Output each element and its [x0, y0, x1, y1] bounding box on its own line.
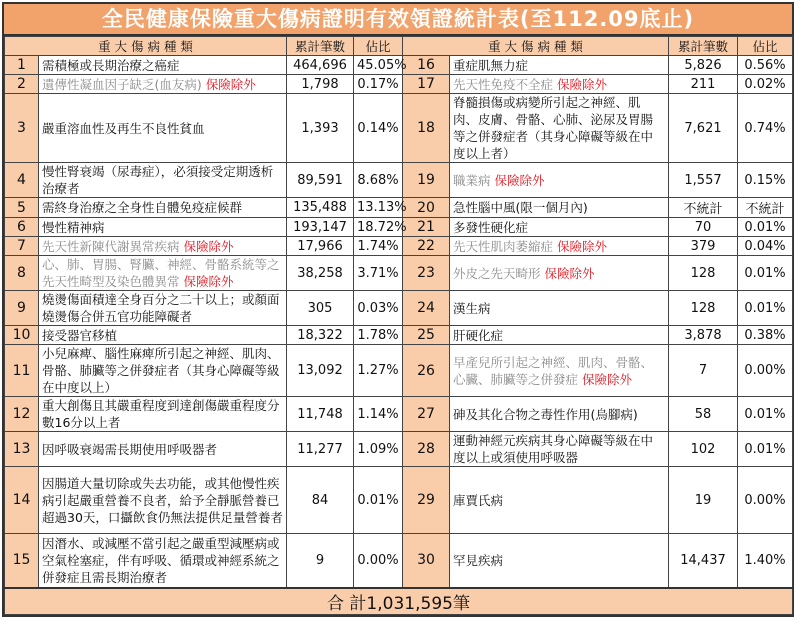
- item-count: 1,798: [287, 75, 354, 94]
- item-count: 不統計: [669, 198, 738, 218]
- table-row: [5, 75, 793, 94]
- item-ratio: 18.72%: [354, 218, 403, 237]
- header-category-right: 重 大 傷 病 種 類: [403, 37, 669, 56]
- total-label: 合 計1,031,595筆: [5, 588, 793, 615]
- item-count: 211: [669, 75, 738, 94]
- item-name-cell: [450, 291, 669, 326]
- item-number: 28: [403, 432, 450, 467]
- item-count: 305: [287, 291, 354, 326]
- item-name-cell: [39, 198, 287, 218]
- header-count-right: 累計筆數: [669, 37, 738, 56]
- item-name: 庫賈氏病: [453, 492, 504, 508]
- item-number: 11: [5, 345, 39, 397]
- item-number: 6: [5, 218, 39, 237]
- item-ratio: 1.74%: [354, 237, 403, 256]
- item-ratio: 45.05%: [354, 56, 403, 75]
- item-number: 2: [5, 75, 39, 94]
- item-ratio: 3.71%: [354, 256, 403, 291]
- item-name-cell: [450, 432, 669, 467]
- item-number: 9: [5, 291, 39, 326]
- item-number: 5: [5, 198, 39, 218]
- item-name-cell: [450, 345, 669, 397]
- item-ratio: 0.03%: [354, 291, 403, 326]
- item-ratio: 1.40%: [738, 534, 793, 588]
- item-count: 102: [669, 432, 738, 467]
- item-ratio: 0.01%: [738, 218, 793, 237]
- item-ratio: 0.17%: [354, 75, 403, 94]
- table-row: [5, 291, 793, 326]
- page-title: 全民健康保險重大傷病證明有效領證統計表(至112.09底止): [4, 4, 792, 36]
- item-ratio: 1.09%: [354, 432, 403, 467]
- item-name-cell: [39, 237, 287, 256]
- item-name: 運動神經元疾病其身心障礙等級在中度以上或須使用呼吸器: [453, 433, 654, 465]
- item-name: 燒燙傷面積達全身百分之二十以上；或顏面燒燙傷合併五官功能障礙者: [42, 292, 280, 324]
- item-ratio: 不統計: [738, 198, 793, 218]
- insurance-excluded-note: 保險除外: [544, 265, 595, 281]
- item-ratio: 1.78%: [354, 326, 403, 345]
- item-number: 8: [5, 256, 39, 291]
- item-number: 16: [403, 56, 450, 75]
- insurance-excluded-note: 保險除外: [205, 76, 256, 92]
- table-row: [5, 534, 793, 588]
- item-name: 外皮之先天畸形: [453, 265, 541, 281]
- item-count: 7: [669, 345, 738, 397]
- item-ratio: 0.02%: [738, 75, 793, 94]
- item-ratio: 1.27%: [354, 345, 403, 397]
- item-number: 21: [403, 218, 450, 237]
- item-count: 19: [669, 467, 738, 534]
- item-ratio: 0.01%: [738, 291, 793, 326]
- item-name: 因潛水、或減壓不當引起之嚴重型減壓病或空氣栓塞症，伴有呼吸、循環或神經系統之併發症且需長期治療者: [42, 535, 280, 585]
- table-row: [5, 397, 793, 432]
- item-name-cell: [39, 256, 287, 291]
- item-ratio: 0.14%: [354, 94, 403, 163]
- insurance-excluded-note: 保險除外: [494, 172, 545, 188]
- item-number: 12: [5, 397, 39, 432]
- item-number: 30: [403, 534, 450, 588]
- item-number: 20: [403, 198, 450, 218]
- item-name: 砷及其化合物之毒性作用(烏腳病): [453, 406, 638, 422]
- item-number: 25: [403, 326, 450, 345]
- header-ratio: 佔比: [354, 37, 403, 56]
- item-name-cell: [39, 163, 287, 198]
- item-name-cell: [39, 291, 287, 326]
- item-name: 遺傳性凝血因子缺乏(血友病): [42, 76, 202, 92]
- item-number: 17: [403, 75, 450, 94]
- item-name: 心、肺、胃腸、腎臟、神經、骨骼系統等之先天性畸型及染色體異常: [42, 257, 280, 289]
- item-number: 18: [403, 94, 450, 163]
- item-name-cell: [39, 397, 287, 432]
- item-count: 11,277: [287, 432, 354, 467]
- item-name: 慢性精神病: [42, 219, 105, 235]
- item-count: 7,621: [669, 94, 738, 163]
- table-row: [5, 163, 793, 198]
- table-row: [5, 467, 793, 534]
- item-name-cell: [450, 198, 669, 218]
- item-name-cell: [450, 326, 669, 345]
- item-name-cell: [450, 237, 669, 256]
- item-number: 22: [403, 237, 450, 256]
- item-count: 70: [669, 218, 738, 237]
- table-row: [5, 56, 793, 75]
- item-name: 早產兒所引起之神經、肌肉、骨骼、心臟、肺臟等之併發症: [453, 354, 654, 387]
- item-number: 23: [403, 256, 450, 291]
- item-count: 379: [669, 237, 738, 256]
- item-name: 先天性肌肉萎縮症: [453, 238, 554, 254]
- item-name: 嚴重溶血性及再生不良性貧血: [42, 120, 205, 136]
- item-ratio: 0.04%: [738, 237, 793, 256]
- item-count: 193,147: [287, 218, 354, 237]
- item-name-cell: [450, 75, 669, 94]
- item-name-cell: [39, 218, 287, 237]
- item-name: 肝硬化症: [453, 327, 504, 343]
- item-name-cell: [39, 75, 287, 94]
- item-count: 3,878: [669, 326, 738, 345]
- item-count: 1,557: [669, 163, 738, 198]
- header-ratio-right: 佔比: [738, 37, 793, 56]
- item-name: 漢生病: [453, 300, 491, 316]
- item-name-cell: [450, 94, 669, 163]
- item-ratio: 0.38%: [738, 326, 793, 345]
- header-count: 累計筆數: [287, 37, 354, 56]
- item-count: 464,696: [287, 56, 354, 75]
- table-row: [5, 345, 793, 397]
- item-number: 24: [403, 291, 450, 326]
- item-name: 罕見疾病: [453, 552, 504, 568]
- insurance-excluded-note: 保險除外: [557, 238, 608, 254]
- item-count: 84: [287, 467, 354, 534]
- item-count: 58: [669, 397, 738, 432]
- header-category: 重 大 傷 病 種 類: [5, 37, 287, 56]
- item-name-cell: [39, 94, 287, 163]
- item-name-cell: [450, 467, 669, 534]
- stats-table: [4, 36, 793, 615]
- item-name: 先天性免疫不全症: [453, 76, 554, 92]
- item-number: 14: [5, 467, 39, 534]
- item-number: 29: [403, 467, 450, 534]
- item-name-cell: [39, 56, 287, 75]
- table-row: [5, 198, 793, 218]
- item-name-cell: [450, 56, 669, 75]
- item-number: 19: [403, 163, 450, 198]
- item-name: 小兒麻痺、腦性麻痺所引起之神經、肌肉、骨骼、肺臟等之併發症者（其身心障礙等級在中度以上）: [42, 346, 280, 395]
- item-name-cell: [39, 467, 287, 534]
- table-row: [5, 237, 793, 256]
- insurance-excluded-note: 保險除外: [582, 371, 633, 387]
- item-number: 1: [5, 56, 39, 75]
- table-row: [5, 218, 793, 237]
- item-name: 因呼吸衰竭需長期使用呼吸器者: [42, 441, 218, 457]
- item-name-cell: [39, 432, 287, 467]
- table-row: [5, 432, 793, 467]
- item-count: 17,966: [287, 237, 354, 256]
- item-ratio: 0.74%: [738, 94, 793, 163]
- item-count: 18,322: [287, 326, 354, 345]
- item-name-cell: [39, 345, 287, 397]
- item-name: 需積極或長期治療之癌症: [42, 57, 180, 73]
- item-number: 7: [5, 237, 39, 256]
- item-name: 接受器官移植: [42, 327, 118, 343]
- insurance-excluded-note: 保險除外: [557, 76, 608, 92]
- item-count: 38,258: [287, 256, 354, 291]
- item-number: 27: [403, 397, 450, 432]
- item-ratio: 8.68%: [354, 163, 403, 198]
- item-number: 13: [5, 432, 39, 467]
- item-name-cell: [39, 326, 287, 345]
- item-number: 3: [5, 94, 39, 163]
- item-ratio: 0.01%: [738, 397, 793, 432]
- item-name: 多發性硬化症: [453, 219, 529, 235]
- item-name-cell: [450, 397, 669, 432]
- item-ratio: 0.00%: [354, 534, 403, 588]
- table-row: [5, 256, 793, 291]
- item-name: 重大創傷且其嚴重程度到達創傷嚴重程度分數16分以上者: [42, 398, 280, 430]
- item-ratio: 13.13%: [354, 198, 403, 218]
- item-number: 10: [5, 326, 39, 345]
- item-count: 128: [669, 256, 738, 291]
- item-count: 1,393: [287, 94, 354, 163]
- item-name: 急性腦中風(限一個月內): [453, 200, 588, 215]
- item-name-cell: [450, 218, 669, 237]
- item-name: 需終身治療之全身性自體免疫症候群: [42, 200, 243, 215]
- item-count: 135,488: [287, 198, 354, 218]
- item-number: 15: [5, 534, 39, 588]
- item-count: 128: [669, 291, 738, 326]
- item-ratio: 0.01%: [354, 467, 403, 534]
- insurance-excluded-note: 保險除外: [183, 274, 234, 289]
- item-ratio: 0.56%: [738, 56, 793, 75]
- table-row: [5, 94, 793, 163]
- item-name-cell: [450, 534, 669, 588]
- stats-table-container: [2, 2, 794, 617]
- item-name-cell: [450, 256, 669, 291]
- item-name-cell: [450, 163, 669, 198]
- item-count: 9: [287, 534, 354, 588]
- item-ratio: 1.14%: [354, 397, 403, 432]
- item-count: 13,092: [287, 345, 354, 397]
- insurance-excluded-note: 保險除外: [183, 238, 234, 254]
- item-ratio: 0.00%: [738, 345, 793, 397]
- item-ratio: 0.00%: [738, 467, 793, 534]
- item-count: 14,437: [669, 534, 738, 588]
- item-name: 先天性新陳代謝異常疾病: [42, 238, 180, 254]
- item-name: 職業病: [453, 172, 491, 188]
- header-row: [5, 37, 793, 56]
- item-number: 26: [403, 345, 450, 397]
- item-ratio: 0.01%: [738, 256, 793, 291]
- item-count: 5,826: [669, 56, 738, 75]
- item-count: 11,748: [287, 397, 354, 432]
- table-row: [5, 326, 793, 345]
- item-number: 4: [5, 163, 39, 198]
- item-ratio: 0.15%: [738, 163, 793, 198]
- item-name: 脊髓損傷或病變所引起之神經、肌肉、皮膚、骨骼、心肺、泌尿及胃腸等之併發症者（其身心障礙等級在中度以上者）: [453, 95, 654, 161]
- item-ratio: 0.01%: [738, 432, 793, 467]
- item-count: 89,591: [287, 163, 354, 198]
- item-name: 慢性腎衰竭（尿毒症），必須接受定期透析治療者: [42, 164, 274, 196]
- item-name: 重症肌無力症: [453, 57, 529, 73]
- item-name-cell: [39, 534, 287, 588]
- item-name: 因腸道大量切除或失去功能，或其他慢性疾病引起嚴重營養不良者，給予全靜脈營養已超過30天，口攝飲食仍無法提供足量營養者: [42, 475, 283, 525]
- total-row: [5, 588, 793, 615]
